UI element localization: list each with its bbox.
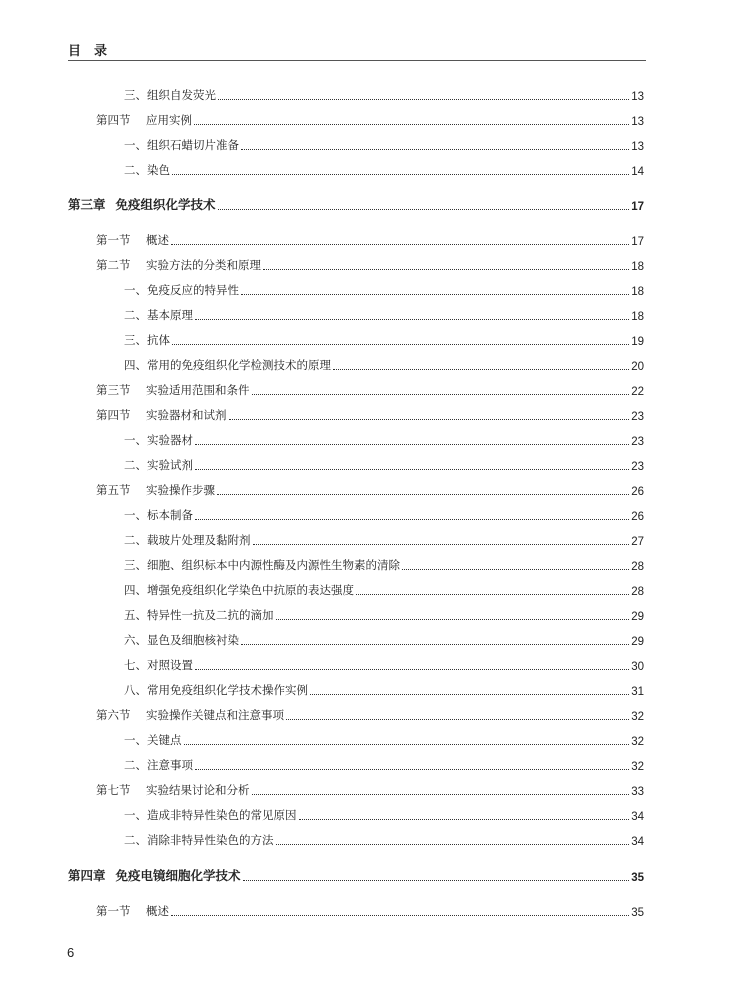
dot-leader — [253, 544, 630, 545]
toc-entry-label — [124, 357, 331, 373]
toc-entry-number: 第三节 — [96, 383, 131, 397]
dot-leader — [195, 469, 629, 470]
toc-entry-title: 四、增强免疫组织化学染色中抗原的表达强度 — [124, 583, 354, 597]
toc-entry-page: 18 — [631, 286, 644, 298]
toc-entry-label — [96, 232, 169, 248]
toc-entry-title: 七、对照设置 — [124, 658, 193, 672]
toc-entry-title: 一、免疫反应的特异性 — [124, 283, 239, 297]
toc-entry-number: 第一节 — [96, 904, 131, 918]
toc-entry-label — [96, 707, 284, 723]
dot-leader — [402, 569, 629, 570]
toc-entry[interactable] — [124, 732, 644, 748]
toc-entry-page: 28 — [631, 586, 644, 598]
toc-entry-page: 13 — [631, 91, 644, 103]
toc-entry[interactable] — [124, 307, 644, 323]
toc-entry-title: 概述 — [146, 233, 169, 247]
dot-leader — [195, 669, 629, 670]
toc-entry-label — [124, 87, 216, 103]
toc-entry-label — [124, 532, 251, 548]
page-title: 目 录 — [68, 44, 108, 59]
toc-entry-number: 第五节 — [96, 483, 131, 497]
toc-entry-number: 第四章 — [68, 868, 106, 883]
dot-leader — [263, 269, 629, 270]
dot-leader — [252, 794, 630, 795]
toc-entry-title: 三、抗体 — [124, 333, 170, 347]
toc-entry-label — [96, 903, 169, 919]
dot-leader — [195, 444, 629, 445]
dot-leader — [229, 419, 630, 420]
toc-entry-title: 三、组织自发荧光 — [124, 88, 216, 102]
toc-entry-page: 23 — [631, 461, 644, 473]
toc-entry[interactable] — [96, 112, 644, 128]
toc-entry[interactable] — [124, 607, 644, 623]
toc-entry-title: 免疫电镜细胞化学技术 — [115, 868, 241, 883]
toc-entry[interactable] — [124, 507, 644, 523]
toc-entry-page: 32 — [631, 736, 644, 748]
toc-entry-label — [124, 137, 239, 153]
toc-entry[interactable] — [124, 162, 644, 178]
toc-entry-title: 实验操作步骤 — [146, 483, 215, 497]
toc-entry-label — [124, 682, 308, 698]
toc-entry-title: 概述 — [146, 904, 169, 918]
toc-entry-title: 实验适用范围和条件 — [146, 383, 250, 397]
toc-entry-label — [96, 112, 192, 128]
dot-leader — [172, 174, 629, 175]
toc-entry[interactable] — [68, 868, 644, 884]
toc-entry-page: 27 — [631, 536, 644, 548]
dot-leader — [333, 369, 629, 370]
toc-entry-page: 23 — [631, 436, 644, 448]
toc-entry-label — [124, 632, 239, 648]
toc-entry[interactable] — [124, 657, 644, 673]
toc-entry-page: 35 — [631, 907, 644, 919]
dot-leader — [276, 619, 630, 620]
toc-entry-page: 18 — [631, 261, 644, 273]
toc-entry[interactable] — [124, 532, 644, 548]
toc-entry-title: 一、标本制备 — [124, 508, 193, 522]
toc-entry-page: 18 — [631, 311, 644, 323]
dot-leader — [218, 99, 629, 100]
toc-entry-page: 13 — [631, 116, 644, 128]
toc-entry-page: 30 — [631, 661, 644, 673]
toc-entry[interactable] — [96, 382, 644, 398]
toc-entry-title: 二、载玻片处理及黏附剂 — [124, 533, 251, 547]
toc-entry-title: 二、消除非特异性染色的方法 — [124, 833, 274, 847]
toc-entry-label — [124, 807, 297, 823]
dot-leader — [241, 294, 629, 295]
toc-entry[interactable] — [124, 137, 644, 153]
toc-entry-title: 二、染色 — [124, 163, 170, 177]
toc-entry-title: 一、实验器材 — [124, 433, 193, 447]
toc-entry[interactable] — [96, 782, 644, 798]
toc-entry-title: 二、基本原理 — [124, 308, 193, 322]
toc-entry-label — [96, 382, 250, 398]
page-number: 6 — [67, 945, 75, 960]
toc-entry-page: 17 — [631, 201, 644, 213]
dot-leader — [172, 344, 629, 345]
toc-entry-number: 第二节 — [96, 258, 131, 272]
dot-leader — [243, 880, 630, 881]
toc-entry-label — [124, 332, 170, 348]
toc-entry-page: 23 — [631, 411, 644, 423]
toc-entry-page: 26 — [631, 511, 644, 523]
dot-leader — [241, 149, 629, 150]
toc-entry-page: 29 — [631, 636, 644, 648]
toc-entry[interactable] — [96, 257, 644, 273]
toc-entry[interactable] — [124, 757, 644, 773]
toc-entry-label — [68, 195, 216, 213]
dot-leader — [195, 769, 629, 770]
toc-entry[interactable] — [124, 632, 644, 648]
dot-leader — [194, 124, 629, 125]
dot-leader — [195, 519, 629, 520]
toc-entry-title: 免疫组织化学技术 — [115, 197, 216, 212]
toc-entry-label — [96, 782, 250, 798]
toc-entry[interactable] — [124, 357, 644, 373]
toc-entry-label — [124, 832, 274, 848]
toc-entry-title: 三、细胞、组织标本中内源性酶及内源性生物素的清除 — [124, 558, 400, 572]
toc-entry-title: 五、特异性一抗及二抗的滴加 — [124, 608, 274, 622]
toc-entry-page: 13 — [631, 141, 644, 153]
toc-entry-page: 14 — [631, 166, 644, 178]
dot-leader — [184, 744, 630, 745]
toc-entry-title: 一、组织石蜡切片准备 — [124, 138, 239, 152]
toc-entry-title: 实验器材和试剂 — [146, 408, 227, 422]
toc-entry[interactable] — [124, 832, 644, 848]
dot-leader — [217, 494, 629, 495]
dot-leader — [195, 319, 629, 320]
dot-leader — [310, 694, 629, 695]
toc-entry-label — [124, 732, 182, 748]
toc-entry-page: 20 — [631, 361, 644, 373]
toc-entry-title: 应用实例 — [146, 113, 192, 127]
dot-leader — [276, 844, 630, 845]
toc-entry-number: 第四节 — [96, 113, 131, 127]
toc-entry-label — [96, 407, 227, 423]
toc-entry-page: 29 — [631, 611, 644, 623]
toc-entry[interactable] — [96, 903, 644, 919]
toc-entry-number: 第四节 — [96, 408, 131, 422]
toc-entry-page: 22 — [631, 386, 644, 398]
toc-entry[interactable] — [124, 807, 644, 823]
toc-entry-title: 二、实验试剂 — [124, 458, 193, 472]
dot-leader — [286, 719, 629, 720]
toc-entry-number: 第一节 — [96, 233, 131, 247]
toc-entry-label — [124, 282, 239, 298]
toc-entry[interactable] — [96, 232, 644, 248]
dot-leader — [241, 644, 629, 645]
toc-entry-page: 34 — [631, 811, 644, 823]
toc-entry-number: 第六节 — [96, 708, 131, 722]
toc-entry-label — [124, 307, 193, 323]
toc-entry[interactable] — [124, 457, 644, 473]
toc-entry[interactable] — [96, 707, 644, 723]
toc-entry-label — [124, 457, 193, 473]
toc-entry-title: 四、常用的免疫组织化学检测技术的原理 — [124, 358, 331, 372]
dot-leader — [218, 209, 630, 210]
toc-entry-label — [124, 432, 193, 448]
toc-entry[interactable] — [124, 282, 644, 298]
toc-entry-page: 31 — [631, 686, 644, 698]
toc-entry-page: 19 — [631, 336, 644, 348]
toc-entry-label — [124, 162, 170, 178]
dot-leader — [356, 594, 629, 595]
toc-entry[interactable] — [124, 332, 644, 348]
toc-entry-page: 32 — [631, 711, 644, 723]
toc-entry-label — [124, 757, 193, 773]
toc-entry-title: 八、常用免疫组织化学技术操作实例 — [124, 683, 308, 697]
toc-entry-title: 二、注意事项 — [124, 758, 193, 772]
toc-entry-label — [96, 257, 261, 273]
toc-entry[interactable] — [96, 407, 644, 423]
toc-entry-page: 34 — [631, 836, 644, 848]
toc-entry-label — [124, 582, 354, 598]
toc-entry-label — [124, 557, 400, 573]
toc-entry-number: 第三章 — [68, 197, 106, 212]
toc-entry-page: 28 — [631, 561, 644, 573]
toc-entry-page: 32 — [631, 761, 644, 773]
toc-entry-title: 六、显色及细胞核衬染 — [124, 633, 239, 647]
toc-entry-label — [124, 607, 274, 623]
toc-entry-page: 35 — [631, 872, 644, 884]
toc-entry-title: 实验操作关键点和注意事项 — [146, 708, 284, 722]
toc-entry[interactable] — [96, 482, 644, 498]
toc-entry-label — [124, 507, 193, 523]
dot-leader — [252, 394, 630, 395]
toc-entry-number: 第七节 — [96, 783, 131, 797]
toc-entry-title: 一、关键点 — [124, 733, 182, 747]
toc-entry-label — [68, 866, 241, 884]
toc-entry-label — [124, 657, 193, 673]
toc-entry-page: 26 — [631, 486, 644, 498]
toc-entry[interactable] — [124, 432, 644, 448]
toc-entry-label — [96, 482, 215, 498]
toc-entry-title: 一、造成非特异性染色的常见原因 — [124, 808, 297, 822]
toc-entry[interactable] — [124, 682, 644, 698]
toc-entry[interactable] — [124, 557, 644, 573]
toc-entry-title: 实验方法的分类和原理 — [146, 258, 261, 272]
toc-entry[interactable] — [68, 197, 644, 213]
toc-entry-page: 33 — [631, 786, 644, 798]
dot-leader — [299, 819, 630, 820]
toc-entry[interactable] — [124, 87, 644, 103]
toc-entry-page: 17 — [631, 236, 644, 248]
toc-entry-title: 实验结果讨论和分析 — [146, 783, 250, 797]
dot-leader — [171, 915, 629, 916]
toc-entry[interactable] — [124, 582, 644, 598]
dot-leader — [171, 244, 629, 245]
